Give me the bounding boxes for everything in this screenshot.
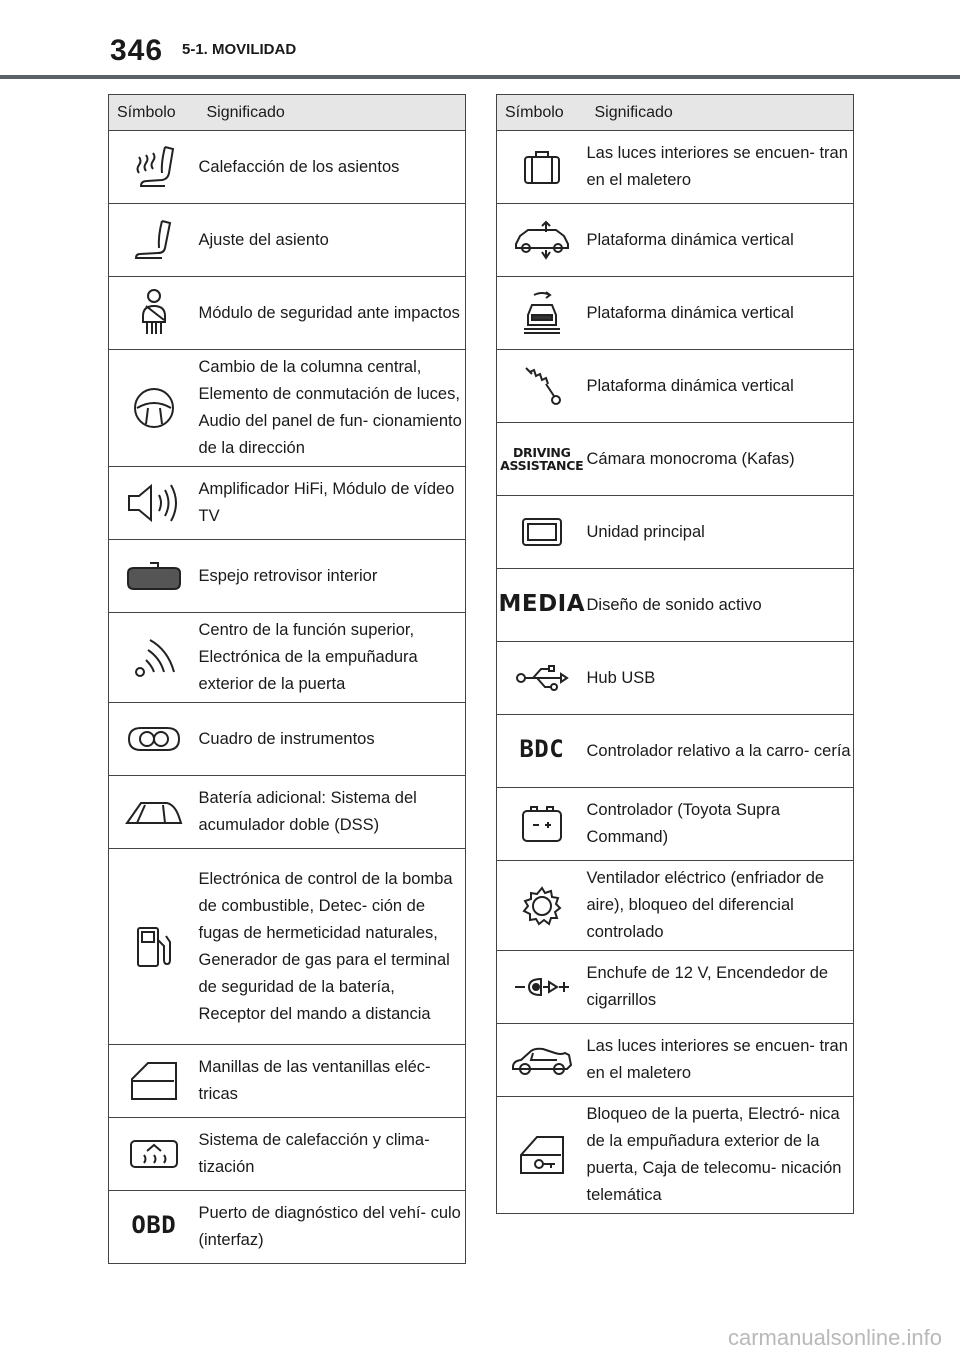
symbol-cell — [497, 1024, 587, 1097]
symbol-cell — [497, 788, 587, 861]
assistance-text: ASSISTANCE — [500, 458, 584, 473]
car-lift-icon — [510, 220, 574, 260]
meaning-cell: Calefacción de los asientos — [199, 131, 466, 204]
meaning-cell: Las luces interiores se encuen- tran en el maletero — [587, 1024, 854, 1097]
table-row — [109, 350, 466, 467]
seatbelt-person-icon — [137, 288, 171, 338]
meaning-cell: Sistema de calefacción y clima- tización — [199, 1118, 466, 1191]
table-row — [109, 703, 466, 776]
symbol-cell — [497, 951, 587, 1024]
symbol-cell — [497, 861, 587, 951]
table-row — [109, 849, 466, 1045]
table-row — [497, 642, 854, 715]
meaning-cell: Batería adicional: Sistema del acumulador doble (DSS) — [199, 776, 466, 849]
meaning-cell: Ventilador eléctrico (enfriador de aire), bloqueo del diferencial controlado — [587, 861, 854, 951]
symbol-cell — [109, 131, 199, 204]
meaning-cell: Cambio de la columna central, Elemento de conmutación de luces, Audio del panel de fun- cionamiento de la dirección — [199, 350, 466, 467]
fan-gear-icon — [520, 884, 564, 928]
window-icon — [128, 1059, 180, 1103]
symbol-cell — [109, 350, 199, 467]
table-row — [497, 204, 854, 277]
col-header-symbol: Símbolo — [497, 95, 587, 131]
meaning-cell: Diseño de sonido activo — [587, 569, 854, 642]
table-row — [109, 277, 466, 350]
meaning-cell: Plataforma dinámica vertical — [587, 204, 854, 277]
symbol-table-right — [496, 94, 854, 1214]
symbol-cell — [109, 703, 199, 776]
page-header — [0, 0, 960, 80]
meaning-cell: Centro de la función superior, Electrónica de la empuñadura exterior de la puerta — [199, 613, 466, 703]
meaning-cell: Manillas de las ventanillas eléc- tricas — [199, 1045, 466, 1118]
col-header-meaning: Significado — [199, 95, 466, 131]
meaning-cell: Ajuste del asiento — [199, 204, 466, 277]
steering-wheel-icon — [132, 386, 176, 430]
rearview-mirror-icon — [124, 559, 184, 593]
table-row — [497, 496, 854, 569]
meaning-cell: Puerto de diagnóstico del vehí- culo (interfaz) — [199, 1191, 466, 1264]
symbol-cell — [109, 849, 199, 1045]
meaning-cell: Electrónica de control de la bomba de combustible, Detec- ción de fugas de hermeticidad naturales, Generador de gas para el terminal de seguridad de la batería, Receptor del mando a distancia — [199, 849, 466, 1045]
shock-absorber-icon — [520, 362, 564, 410]
table-row — [109, 1045, 466, 1118]
col-header-symbol: Símbolo — [109, 95, 199, 131]
meaning-cell: Unidad principal — [587, 496, 854, 569]
meaning-cell: Controlador (Toyota Supra Command) — [587, 788, 854, 861]
socket-plug-icon — [511, 972, 573, 1002]
instrument-cluster-icon — [125, 724, 183, 754]
symbol-cell — [497, 277, 587, 350]
meaning-cell: Controlador relativo a la carro- cería — [587, 715, 854, 788]
meaning-cell: Plataforma dinámica vertical — [587, 350, 854, 423]
seat-heating-icon — [131, 143, 177, 191]
page-number: 346 — [110, 34, 164, 67]
symbol-cell — [497, 496, 587, 569]
table-row — [109, 204, 466, 277]
wireless-signal-icon — [132, 636, 176, 680]
meaning-cell: Módulo de seguridad ante impactos — [199, 277, 466, 350]
meaning-cell: Espejo retrovisor interior — [199, 540, 466, 613]
battery-box-icon — [519, 803, 565, 845]
car-roof-icon — [123, 797, 185, 827]
table-row — [497, 131, 854, 204]
symbol-cell — [497, 204, 587, 277]
table-header-row — [109, 95, 466, 131]
meaning-cell: Hub USB — [587, 642, 854, 715]
symbol-cell — [109, 277, 199, 350]
car-side-icon — [509, 1043, 575, 1077]
table-header-row — [497, 95, 854, 131]
col-header-meaning: Significado — [587, 95, 854, 131]
obd-text-icon: OBD — [131, 1211, 177, 1239]
symbol-cell — [109, 1191, 199, 1264]
meaning-cell: Amplificador HiFi, Módulo de vídeo TV — [199, 467, 466, 540]
header-rule — [0, 75, 960, 79]
watermark: carmanualsonline.info — [727, 1325, 942, 1350]
section-title: 5-1. MOVILIDAD — [182, 41, 297, 58]
bdc-text-icon: BDC — [519, 735, 565, 763]
meaning-cell: Cámara monocroma (Kafas) — [587, 423, 854, 496]
symbol-cell — [109, 1045, 199, 1118]
table-row — [497, 569, 854, 642]
table-row — [109, 1191, 466, 1264]
symbol-cell — [109, 1118, 199, 1191]
screen-icon — [520, 516, 564, 548]
driving-text: DRIVING — [512, 445, 571, 460]
meaning-cell: Plataforma dinámica vertical — [587, 277, 854, 350]
table-row — [497, 715, 854, 788]
symbol-cell — [109, 613, 199, 703]
symbol-cell — [109, 540, 199, 613]
table-row — [497, 423, 854, 496]
table-row — [497, 350, 854, 423]
table-row — [497, 1097, 854, 1214]
table-row — [497, 861, 854, 951]
symbol-cell — [497, 350, 587, 423]
symbol-cell — [109, 204, 199, 277]
symbol-cell — [497, 131, 587, 204]
table-row — [109, 467, 466, 540]
meaning-cell: Enchufe de 12 V, Encendedor de cigarrillos — [587, 951, 854, 1024]
symbol-cell — [497, 1097, 587, 1214]
symbol-table-left — [108, 94, 466, 1264]
symbol-cell — [109, 467, 199, 540]
media-text-icon: MEDIA — [498, 590, 586, 617]
table-row — [109, 613, 466, 703]
table-row — [109, 1118, 466, 1191]
table-row — [109, 131, 466, 204]
table-row — [497, 951, 854, 1024]
symbol-cell — [497, 569, 587, 642]
seat-adjust-icon — [132, 218, 176, 262]
windshield-defrost-icon — [127, 1137, 181, 1171]
symbol-cell — [497, 423, 587, 496]
table-row — [109, 540, 466, 613]
usb-icon — [513, 663, 571, 693]
table-row — [497, 277, 854, 350]
fuel-pump-icon — [134, 924, 174, 970]
symbol-cell — [497, 642, 587, 715]
symbol-cell — [109, 776, 199, 849]
meaning-cell: Cuadro de instrumentos — [199, 703, 466, 776]
meaning-cell: Las luces interiores se encuen- tran en el maletero — [587, 131, 854, 204]
car-front-suspension-icon — [520, 289, 564, 337]
speaker-icon — [125, 481, 183, 525]
table-row — [497, 1024, 854, 1097]
symbol-cell — [497, 715, 587, 788]
meaning-cell: Bloqueo de la puerta, Electró- nica de la empuñadura exterior de la puerta, Caja de telecomu- nicación telemática — [587, 1097, 854, 1214]
table-row — [109, 776, 466, 849]
driving-assistance-text-icon — [497, 446, 587, 472]
table-row — [497, 788, 854, 861]
door-key-icon — [517, 1133, 567, 1177]
suitcase-icon — [521, 148, 563, 186]
